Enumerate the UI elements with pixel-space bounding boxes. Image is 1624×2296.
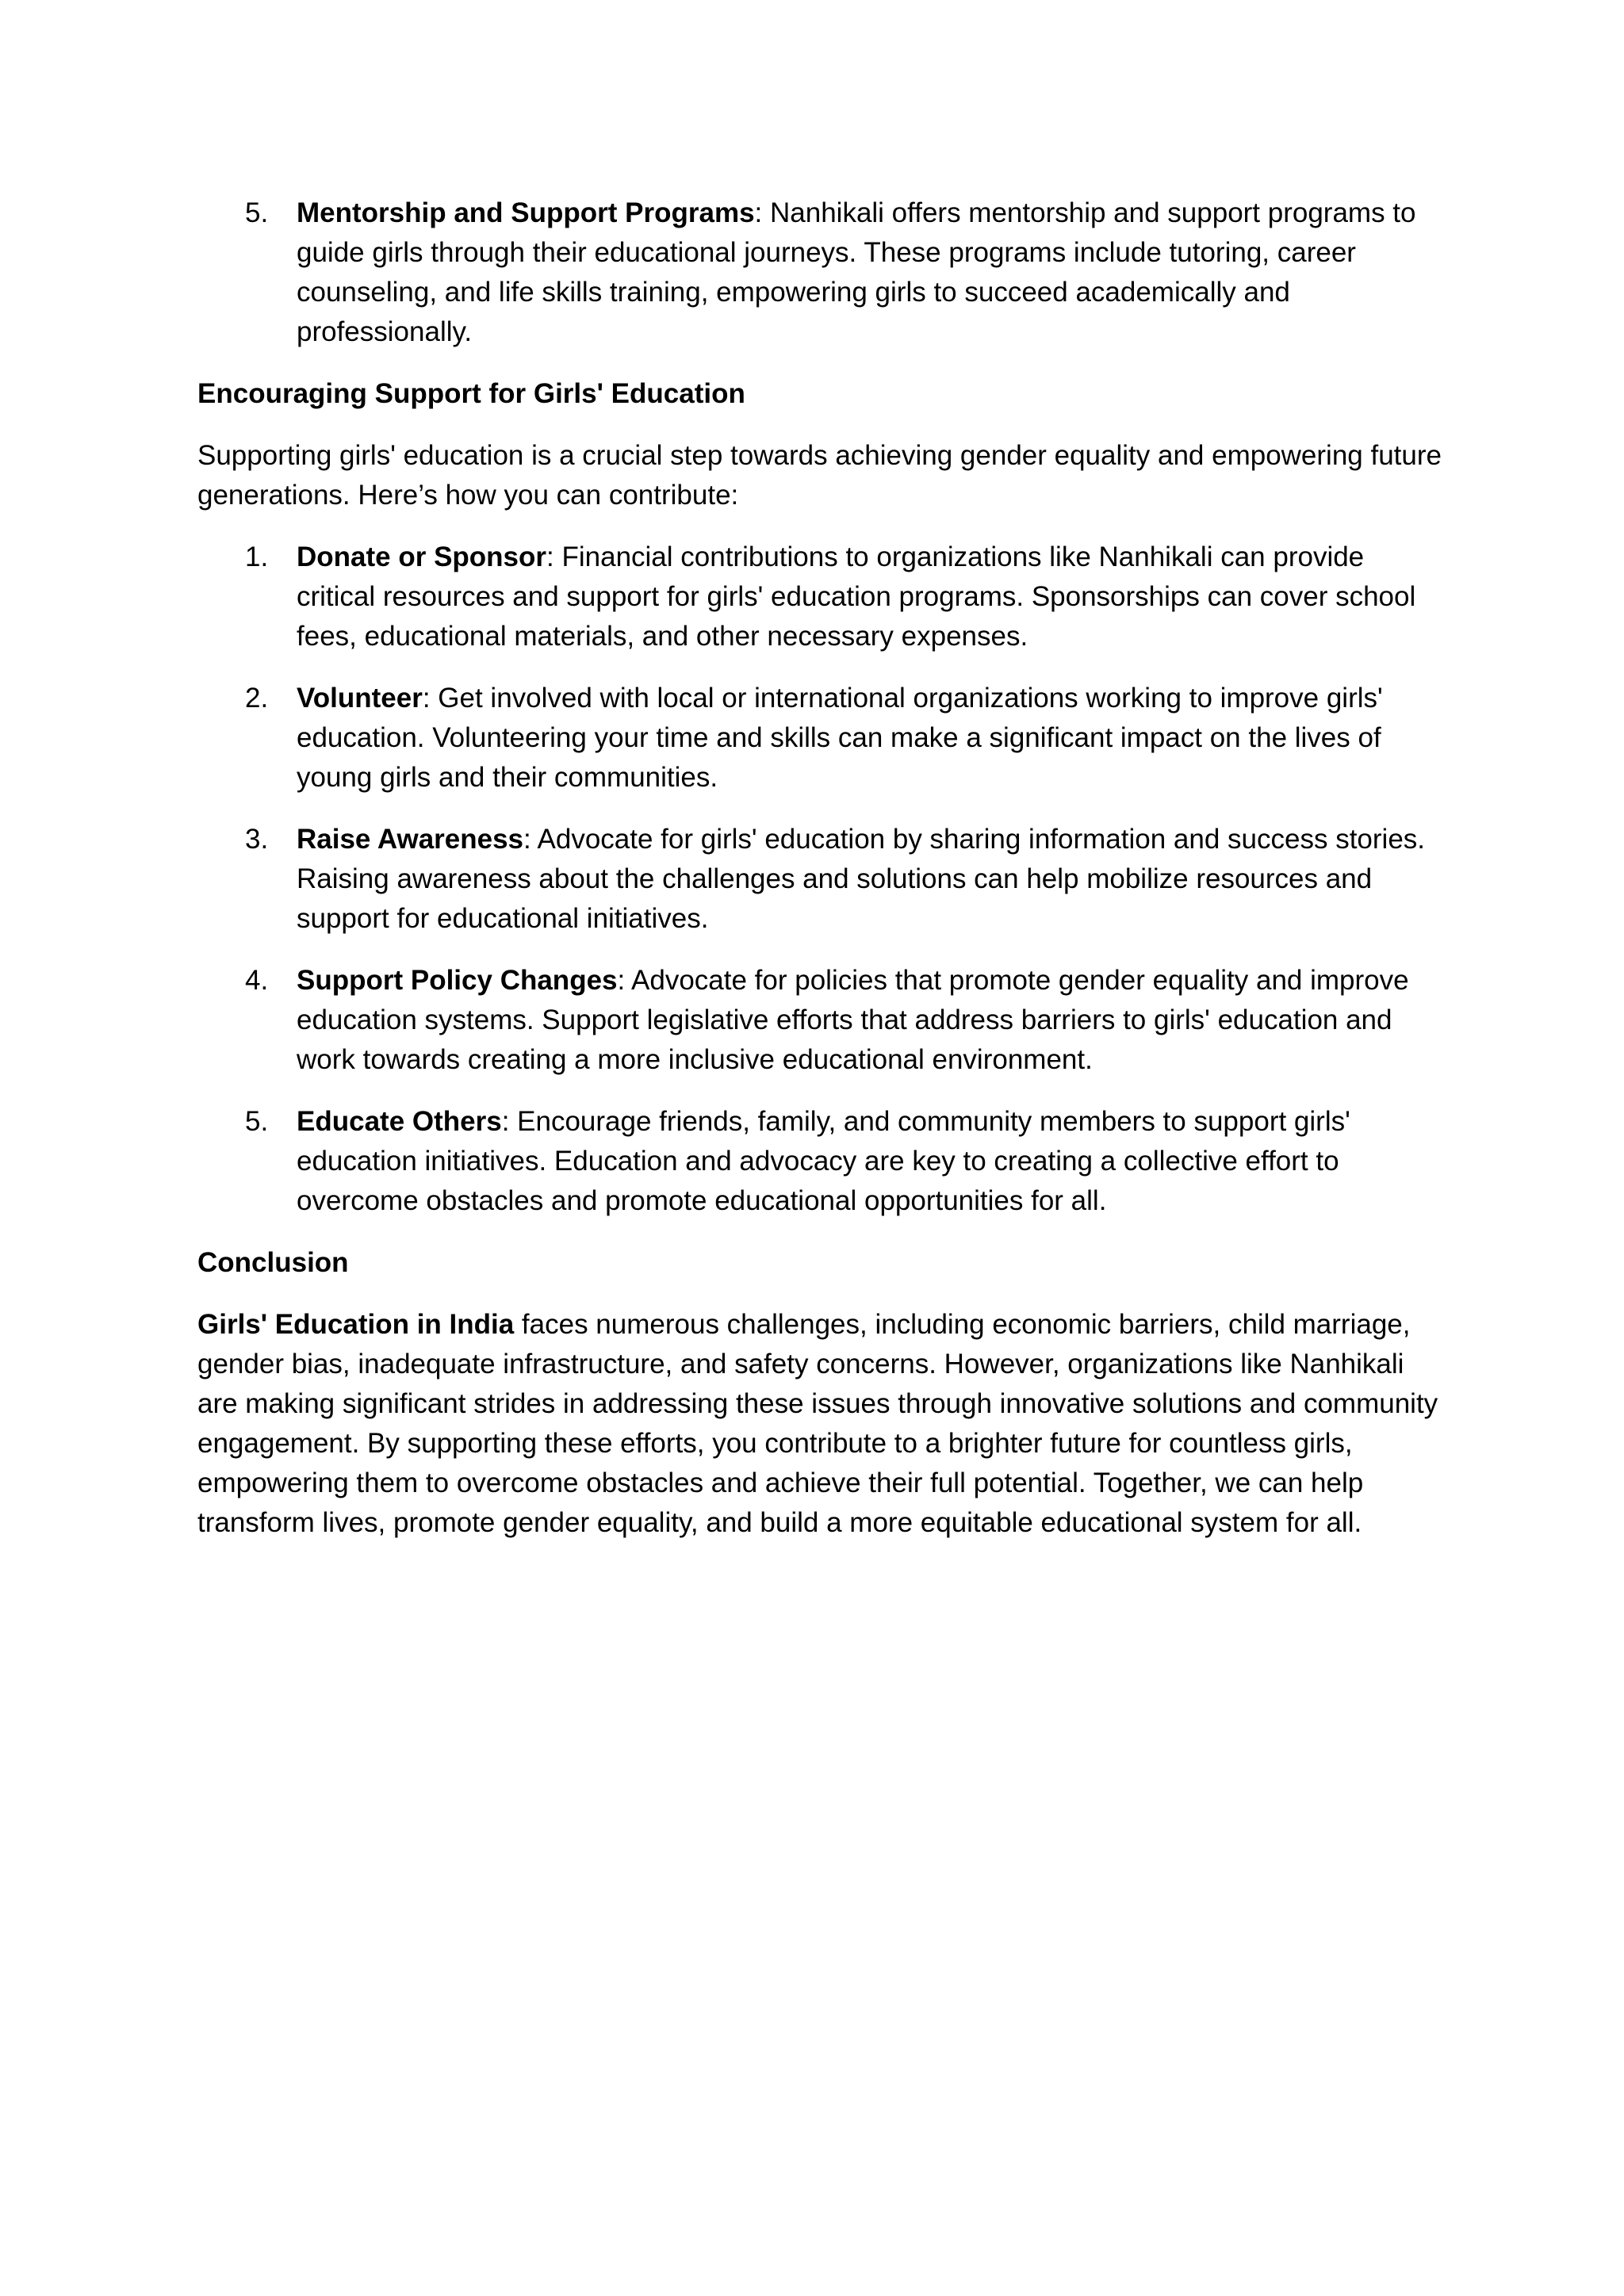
list-item <box>197 679 1450 798</box>
contribute-list <box>197 538 1450 1221</box>
document-body <box>197 193 1450 1565</box>
list-item-title: Raise Awareness <box>297 824 524 855</box>
list-item-text: : Advocate for girls' education by sharing information and success stories. Raising awareness about the challenges and solutions can help mobilize resources and support for educational initiatives. <box>297 824 1426 934</box>
list-item-title: Volunteer <box>297 683 423 714</box>
list-item-number: 1. <box>245 541 269 572</box>
list-item-number: 3. <box>245 824 269 855</box>
list-item <box>197 820 1450 939</box>
list-item-number: 4. <box>245 965 269 996</box>
conclusion-text: faces numerous challenges, including economic barriers, child marriage, gender bias, inadequate infrastructure, and safety concerns. However, organizations like Nanhikali are making significant strides in addressing these issues through innovative solutions and community engagement. By supporting these efforts, you contribute to a brighter future for countless girls, empowering them to overcome obstacles and achieve their full potential. Together, we can help transform lives, promote gender equality, and build a more equitable educational system for all. <box>197 1309 1438 1538</box>
list-item-number: 5. <box>245 197 269 228</box>
list-item <box>197 961 1450 1080</box>
list-item-text: : Financial contributions to organizations like Nanhikali can provide critical resources and support for girls' education programs. Sponsorships can cover school fees, educational materials, and other necessary expenses. <box>297 541 1416 652</box>
list-item-text: : Advocate for policies that promote gender equality and improve education systems. Support legislative efforts that address barriers to girls' education and work towards creating a more inclusive educational environment. <box>297 965 1409 1075</box>
list-item <box>197 193 1450 352</box>
list-item <box>197 538 1450 656</box>
list-item-title: Mentorship and Support Programs <box>297 197 755 228</box>
section-heading-conclusion: Conclusion <box>197 1247 349 1278</box>
list-item-text: : Get involved with local or international organizations working to improve girls' education. Volunteering your time and skills can make a significant impact on the lives of young girls and their communities. <box>297 683 1383 793</box>
conclusion-paragraph <box>197 1305 1450 1543</box>
programs-list <box>197 193 1450 352</box>
section-intro: Supporting girls' education is a crucial step towards achieving gender equality and empowering future generations. Here’s how you can contribute: <box>197 440 1442 511</box>
conclusion-lead: Girls' Education in India <box>197 1309 515 1340</box>
list-item <box>197 1102 1450 1221</box>
list-item-title: Donate or Sponsor <box>297 541 547 572</box>
list-item-number: 5. <box>245 1106 269 1137</box>
section-heading-support: Encouraging Support for Girls' Education <box>197 378 745 409</box>
list-item-title: Educate Others <box>297 1106 502 1137</box>
list-item-number: 2. <box>245 683 269 714</box>
list-item-title: Support Policy Changes <box>297 965 618 996</box>
list-item-text: : Encourage friends, family, and community members to support girls' education initiatives. Education and advocacy are key to creating a collective effort to overcome obstacles and promote educational opportunities for all. <box>297 1106 1350 1216</box>
list-item-text: : Nanhikali offers mentorship and support programs to guide girls through their educational journeys. These programs include tutoring, career counseling, and life skills training, empowering girls to succeed academically and professionally. <box>297 197 1416 347</box>
